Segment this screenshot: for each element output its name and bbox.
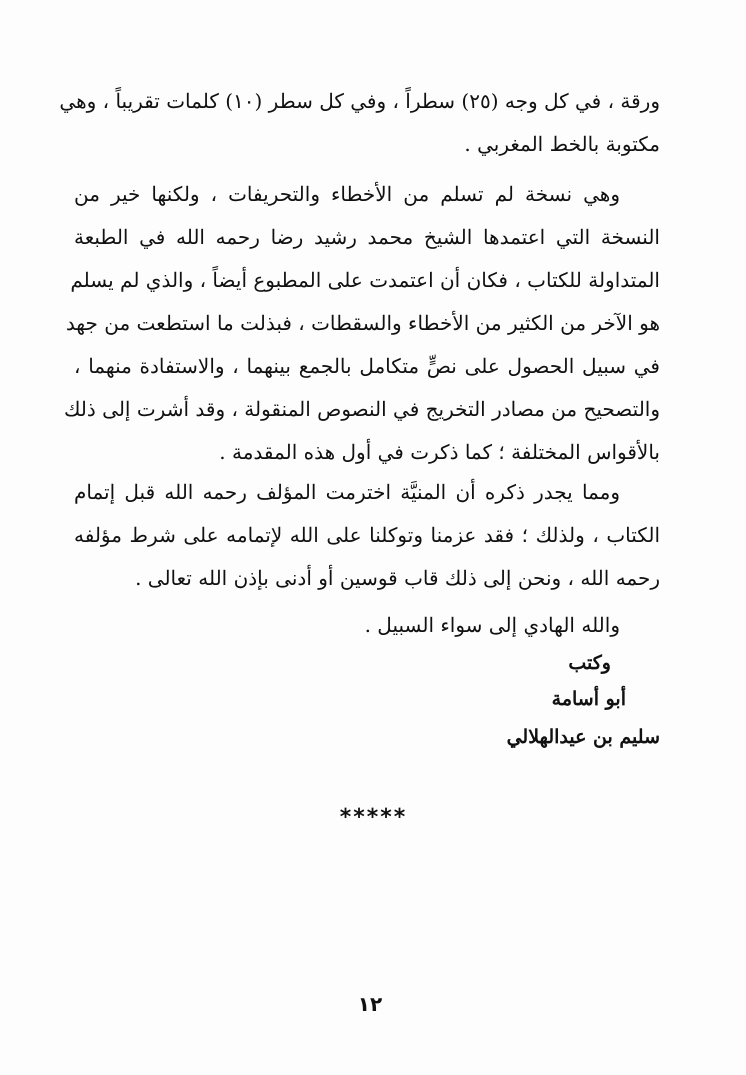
text-line: والتصحيح من مصادر التخريج في النصوص المنقولة ، وقد أشرت إلى ذلك [63,397,660,421]
text-line: ورقة ، في كل وجه (٢٥) سطراً ، وفي كل سطر (١٠) كلمات تقريباً ، وهي [59,89,660,113]
text-line: في سبيل الحصول على نصٍّ متكامل بالجمع بينهما ، والاستفادة منهما ، [74,354,660,378]
text-line: والله الهادي إلى سواء السبيل . [364,613,620,637]
signature-author-name: سليم بن عيدالهلالي [506,726,660,748]
signature-kunya: أبو أسامة [551,688,626,710]
page-number: ١٢ [357,992,383,1016]
paragraph-author-death [74,471,660,600]
text-line: رحمه الله ، ونحن إلى ذلك قاب قوسين أو أدنى بإذن الله تعالى . [135,566,660,590]
paragraph-closing-prayer [74,604,660,647]
text-line: بالأقواس المختلفة ؛ كما ذكرت في أول هذه المقدمة . [219,440,660,464]
paragraph-manuscript-description [59,80,660,166]
text-line: النسخة التي اعتمدها الشيخ محمد رشيد رضا رحمه الله في الطبعة [74,225,660,249]
text-line: المتداولة للكتاب ، فكان أن اعتمدت على المطبوع أيضاً ، والذي لم يسلم [70,268,660,292]
text-line: ومما يجدر ذكره أن المنيَّة اخترمت المؤلف رحمه الله قبل إتمام [74,480,620,504]
signature-wrote: وكتب [568,652,611,674]
text-line: الكتاب ، ولذلك ؛ فقد عزمنا وتوكلنا على الله لإتمامه على شرط مؤلفه [74,523,660,547]
section-separator: ***** [339,805,408,830]
text-line: وهي نسخة لم تسلم من الأخطاء والتحريفات ، ولكنها خير من [74,182,620,206]
text-line: مكتوبة بالخط المغربي . [464,132,660,156]
paragraph-manuscript-errors [63,173,660,474]
text-line: هو الآخر من الكثير من الأخطاء والسقطات ، فبذلت ما استطعت من جهد [65,311,660,335]
